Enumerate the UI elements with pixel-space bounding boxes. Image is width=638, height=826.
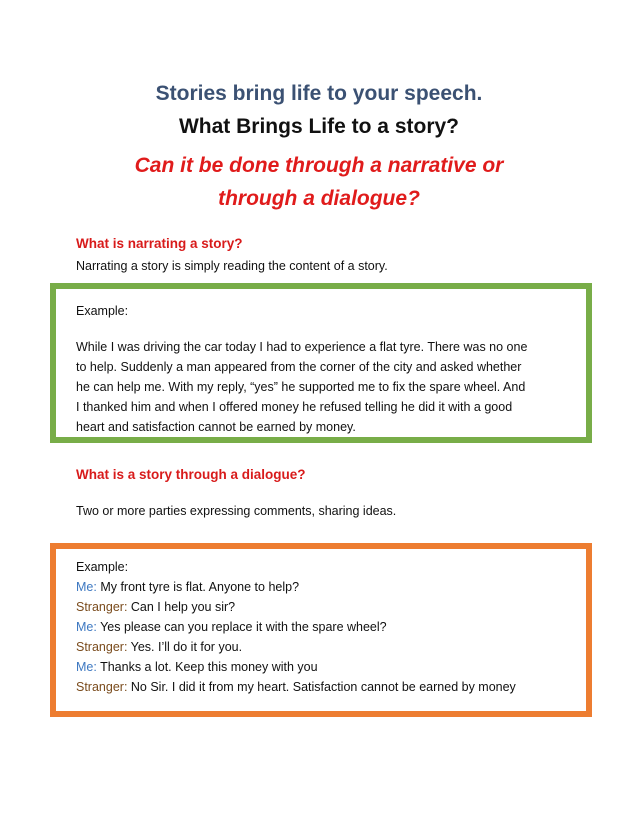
dialogue-line [76,617,572,637]
title-line-2: What Brings Life to a story? [178,115,459,138]
dialogue-line [76,657,572,677]
dialogue-line [76,577,572,597]
dialogue-line [76,677,572,697]
dialogue-example-label: Example: [76,560,129,574]
dialogue-text: No Sir. I did it from my heart. Satisfaction cannot be earned by money [127,680,516,694]
narrative-line: heart and satisfaction cannot be earned by money. [76,420,356,434]
dialogue-definition: Two or more parties expressing comments, sharing ideas. [76,504,397,518]
title-question [0,149,638,215]
narrative-line: I thanked him and when I offered money he refused telling he did it with a good [76,400,513,414]
narrative-line: While I was driving the car today I had to experience a flat tyre. There was no one [76,340,528,354]
speaker-me: Me: [76,580,97,594]
speaker-me: Me: [76,660,97,674]
dialogue-example-box [50,543,592,717]
narrative-line: to help. Suddenly a man appeared from the corner of the city and asked whether [76,360,522,374]
dialogue-example [76,557,572,697]
dialogue-heading: What is a story through a dialogue? [76,467,306,482]
dialogue-text: Yes please can you replace it with the spare wheel? [96,620,387,634]
dialogue-line [76,597,572,617]
title-question-line-2: through a dialogue? [218,187,420,210]
narrating-heading: What is narrating a story? [76,236,243,251]
narrative-line: he can help me. With my reply, “yes” he supported me to fix the spare wheel. And [76,380,526,394]
speaker-stranger: Stranger: [76,600,128,614]
narrative-example-text [76,337,572,437]
title-line-1: Stories bring life to your speech. [155,82,483,105]
title-question-line-1: Can it be done through a narrative or [134,154,504,177]
narrating-definition: Narrating a story is simply reading the content of a story. [76,259,388,273]
dialogue-text: Can I help you sir? [127,600,236,614]
speaker-stranger: Stranger: [76,640,128,654]
dialogue-text: My front tyre is flat. Anyone to help? [96,580,300,594]
dialogue-text: Thanks a lot. Keep this money with you [96,660,318,674]
speaker-me: Me: [76,620,97,634]
dialogue-line [76,637,572,657]
dialogue-text: Yes. I’ll do it for you. [127,640,243,654]
speaker-stranger: Stranger: [76,680,128,694]
narrative-example-box [50,283,592,443]
narrative-example-label: Example: [76,304,129,318]
